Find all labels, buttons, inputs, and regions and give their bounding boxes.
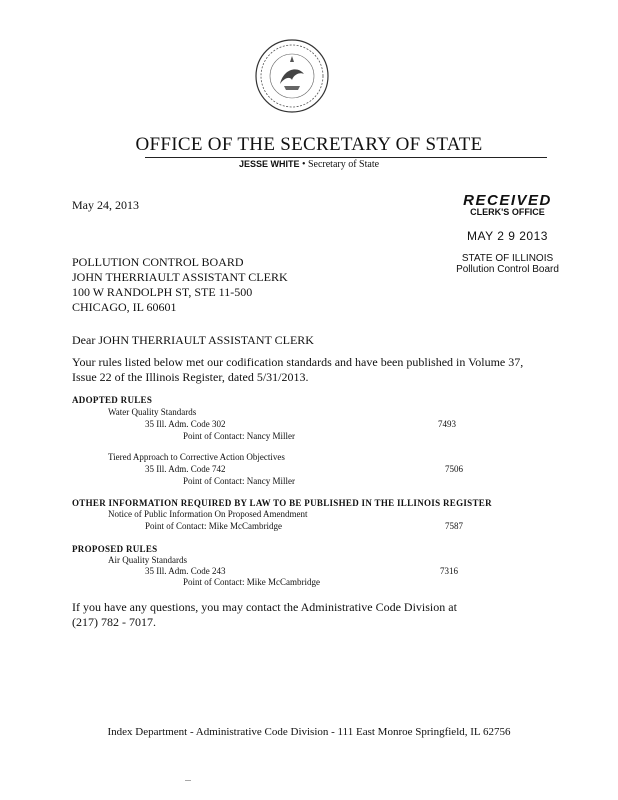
rule-contact: Point of Contact: Mike McCambridge <box>145 521 282 531</box>
title-underline <box>145 157 547 158</box>
rule-code: 35 Ill. Adm. Code 742 <box>145 464 226 474</box>
rule-contact: Point of Contact: Mike McCambridge <box>183 577 320 587</box>
adopted-heading: ADOPTED RULES <box>72 395 153 405</box>
rule-title: Water Quality Standards <box>108 407 197 417</box>
rule-code: 35 Ill. Adm. Code 302 <box>145 419 226 429</box>
salutation: Dear JOHN THERRIAULT ASSISTANT CLERK <box>72 333 314 347</box>
stamp-office: CLERK'S OFFICE <box>470 207 545 217</box>
rule-title: Notice of Public Information On Proposed Amendment <box>108 509 308 519</box>
stamp-board: Pollution Control Board <box>456 264 559 275</box>
address-line: 100 W RANDOLPH ST, STE 11-500 <box>72 285 253 299</box>
recipient-address <box>72 255 288 315</box>
address-line: JOHN THERRIAULT ASSISTANT CLERK <box>72 270 288 284</box>
closing-phone: (217) 782 - 7017. <box>72 615 156 629</box>
stamp-received: RECEIVED <box>463 192 552 209</box>
stamp-date: MAY 2 9 2013 <box>467 229 548 243</box>
rule-title: Tiered Approach to Corrective Action Objectives <box>108 452 285 462</box>
closing-line: If you have any questions, you may contact the Administrative Code Division at <box>72 600 457 614</box>
letter-date: May 24, 2013 <box>72 198 139 212</box>
rule-page: 7493 <box>438 419 456 429</box>
secretary-title: • Secretary of State <box>301 159 380 170</box>
office-title: OFFICE OF THE SECRETARY OF STATE <box>135 134 483 155</box>
rule-page: 7316 <box>440 566 458 576</box>
address-line: CHICAGO, IL 60601 <box>72 300 177 314</box>
other-info-heading: OTHER INFORMATION REQUIRED BY LAW TO BE PUBLISHED IN THE ILLINOIS REGISTER <box>72 498 492 508</box>
scan-mark: ... <box>185 774 191 783</box>
secretary-line <box>0 159 618 170</box>
rule-page: 7506 <box>445 464 463 474</box>
proposed-heading: PROPOSED RULES <box>72 544 158 554</box>
rule-contact: Point of Contact: Nancy Miller <box>183 476 295 486</box>
secretary-name: JESSE WHITE <box>238 159 300 169</box>
received-stamp <box>440 192 575 275</box>
stamp-state: STATE OF ILLINOIS <box>461 253 554 264</box>
rule-contact: Point of Contact: Nancy Miller <box>183 431 295 441</box>
state-seal-icon <box>254 38 330 114</box>
footer-address: Index Department - Administrative Code Division - 111 East Monroe Springfield, IL 62756 <box>107 726 511 738</box>
rule-code: 35 Ill. Adm. Code 243 <box>145 566 226 576</box>
rule-title: Air Quality Standards <box>108 555 187 565</box>
intro-paragraph: Your rules listed below met our codification standards and have been published in Volume 37, Issue 22 of the Illinois Register, dated 5/31/2013. <box>72 355 524 384</box>
closing-paragraph <box>72 600 532 630</box>
address-line: POLLUTION CONTROL BOARD <box>72 255 244 269</box>
rule-page: 7587 <box>445 521 463 531</box>
